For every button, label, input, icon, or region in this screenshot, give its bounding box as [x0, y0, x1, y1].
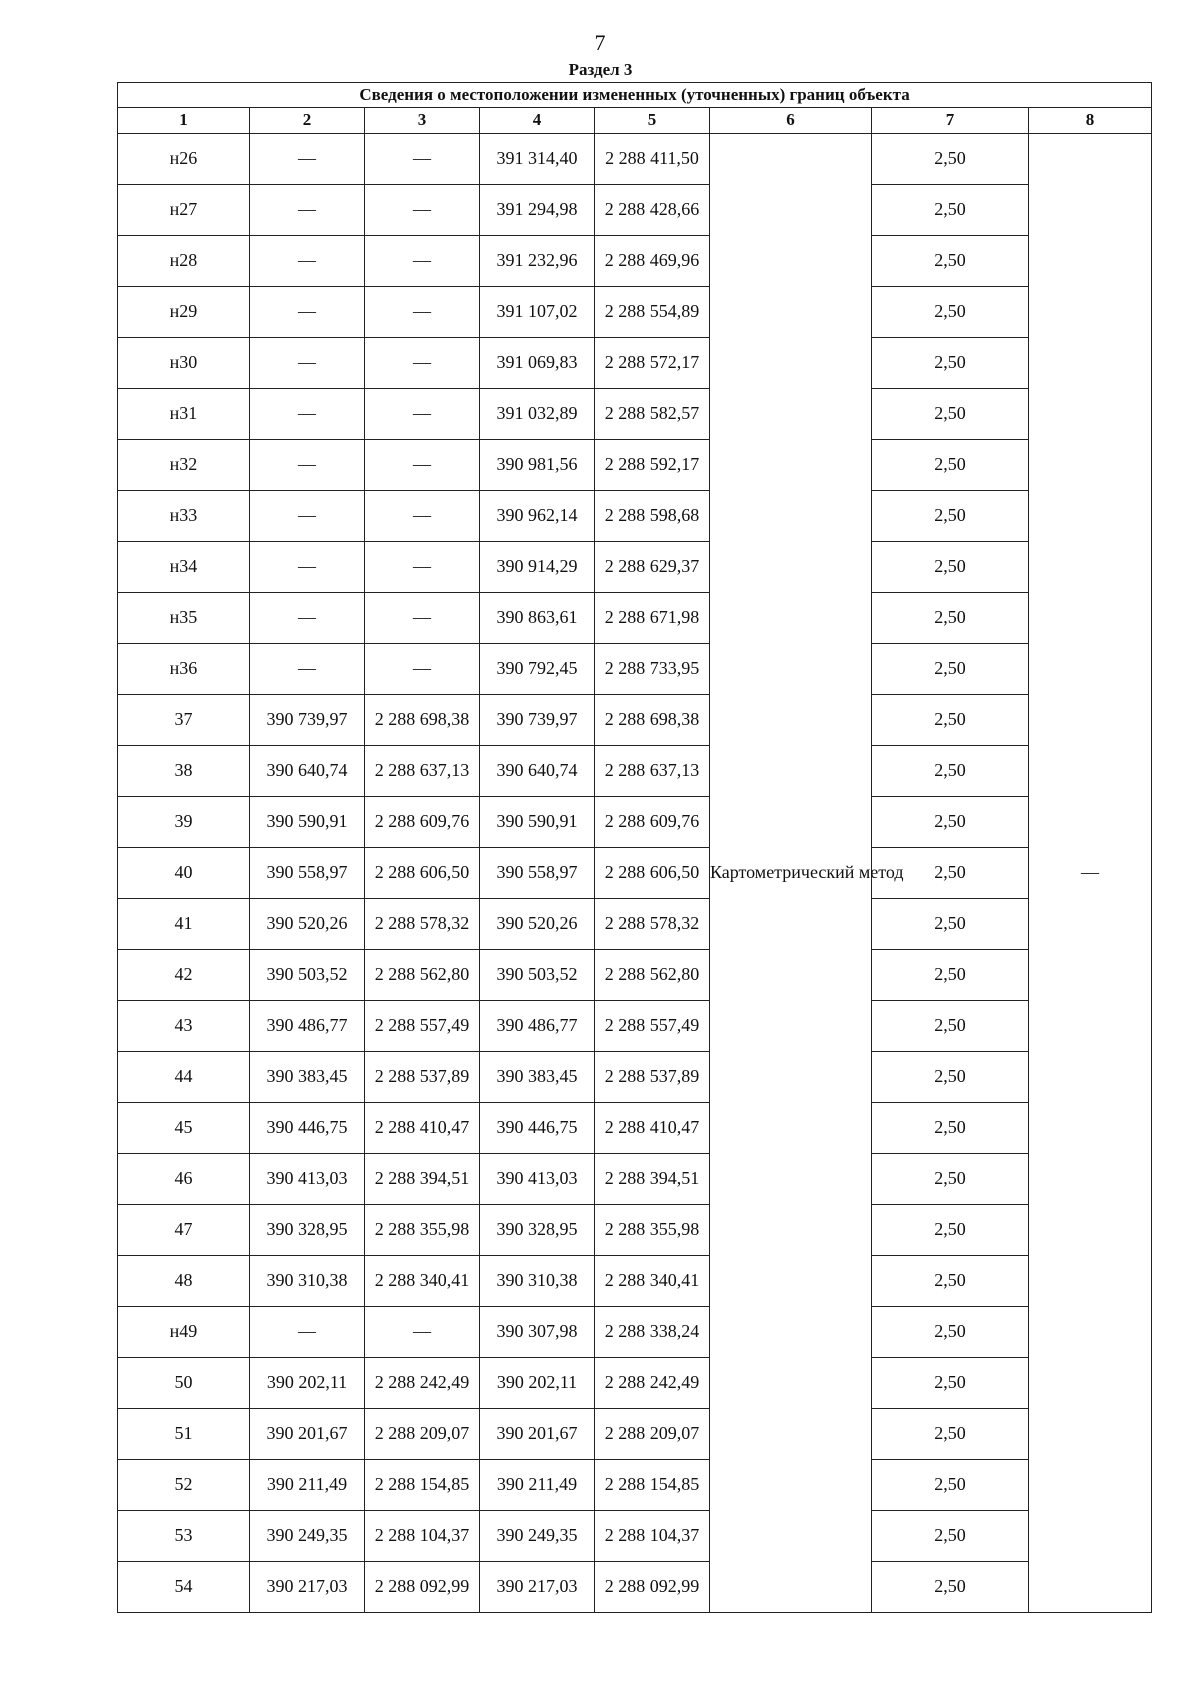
- table-row: [118, 287, 1152, 338]
- point-number-cell: 52: [118, 1460, 250, 1511]
- old-y-cell: 2 288 537,89: [365, 1052, 480, 1103]
- table-row: [118, 440, 1152, 491]
- description-cell: —: [1029, 134, 1152, 1613]
- new-x-cell: 391 294,98: [480, 185, 595, 236]
- point-number-cell: н32: [118, 440, 250, 491]
- column-number: 2: [250, 108, 365, 134]
- point-number-cell: 37: [118, 695, 250, 746]
- old-y-cell: —: [365, 1307, 480, 1358]
- new-x-cell: 390 863,61: [480, 593, 595, 644]
- table-row: [118, 491, 1152, 542]
- old-x-cell: 390 328,95: [250, 1205, 365, 1256]
- old-y-cell: —: [365, 491, 480, 542]
- old-y-cell: 2 288 209,07: [365, 1409, 480, 1460]
- old-x-cell: 390 486,77: [250, 1001, 365, 1052]
- old-x-cell: 390 520,26: [250, 899, 365, 950]
- new-x-cell: 390 640,74: [480, 746, 595, 797]
- accuracy-cell: 2,50: [872, 593, 1029, 644]
- column-number: 7: [872, 108, 1029, 134]
- new-y-cell: 2 288 578,32: [595, 899, 710, 950]
- old-y-cell: 2 288 092,99: [365, 1562, 480, 1613]
- new-y-cell: 2 288 582,57: [595, 389, 710, 440]
- new-y-cell: 2 288 154,85: [595, 1460, 710, 1511]
- accuracy-cell: 2,50: [872, 1052, 1029, 1103]
- old-x-cell: —: [250, 1307, 365, 1358]
- column-number: 1: [118, 108, 250, 134]
- table-row: [118, 848, 1152, 899]
- old-y-cell: 2 288 394,51: [365, 1154, 480, 1205]
- new-y-cell: 2 288 469,96: [595, 236, 710, 287]
- point-number-cell: 47: [118, 1205, 250, 1256]
- old-x-cell: 390 739,97: [250, 695, 365, 746]
- accuracy-cell: 2,50: [872, 1562, 1029, 1613]
- accuracy-cell: 2,50: [872, 848, 1029, 899]
- old-y-cell: —: [365, 236, 480, 287]
- new-y-cell: 2 288 554,89: [595, 287, 710, 338]
- old-x-cell: 390 640,74: [250, 746, 365, 797]
- old-y-cell: 2 288 410,47: [365, 1103, 480, 1154]
- new-y-cell: 2 288 562,80: [595, 950, 710, 1001]
- point-number-cell: н27: [118, 185, 250, 236]
- table-row: [118, 899, 1152, 950]
- old-x-cell: 390 446,75: [250, 1103, 365, 1154]
- point-number-cell: 54: [118, 1562, 250, 1613]
- accuracy-cell: 2,50: [872, 1103, 1029, 1154]
- new-x-cell: 390 211,49: [480, 1460, 595, 1511]
- old-y-cell: 2 288 340,41: [365, 1256, 480, 1307]
- old-y-cell: —: [365, 440, 480, 491]
- point-number-cell: 44: [118, 1052, 250, 1103]
- point-number-cell: н36: [118, 644, 250, 695]
- old-y-cell: 2 288 104,37: [365, 1511, 480, 1562]
- old-x-cell: —: [250, 491, 365, 542]
- new-y-cell: 2 288 609,76: [595, 797, 710, 848]
- accuracy-cell: 2,50: [872, 1001, 1029, 1052]
- point-number-cell: 50: [118, 1358, 250, 1409]
- column-number: 8: [1029, 108, 1152, 134]
- new-y-cell: 2 288 428,66: [595, 185, 710, 236]
- point-number-cell: 39: [118, 797, 250, 848]
- accuracy-cell: 2,50: [872, 695, 1029, 746]
- old-x-cell: 390 201,67: [250, 1409, 365, 1460]
- point-number-cell: 46: [118, 1154, 250, 1205]
- old-y-cell: 2 288 562,80: [365, 950, 480, 1001]
- accuracy-cell: 2,50: [872, 746, 1029, 797]
- table-row: [118, 1460, 1152, 1511]
- table-row: [118, 134, 1152, 185]
- old-x-cell: 390 413,03: [250, 1154, 365, 1205]
- new-x-cell: 391 107,02: [480, 287, 595, 338]
- column-number-row: [118, 108, 1152, 134]
- new-x-cell: 390 217,03: [480, 1562, 595, 1613]
- new-y-cell: 2 288 340,41: [595, 1256, 710, 1307]
- old-y-cell: —: [365, 593, 480, 644]
- table-caption: Сведения о местоположении измененных (уточненных) границ объекта: [118, 83, 1152, 108]
- accuracy-cell: 2,50: [872, 389, 1029, 440]
- old-x-cell: 390 383,45: [250, 1052, 365, 1103]
- point-number-cell: 38: [118, 746, 250, 797]
- old-x-cell: —: [250, 593, 365, 644]
- old-x-cell: —: [250, 389, 365, 440]
- new-x-cell: 390 202,11: [480, 1358, 595, 1409]
- new-x-cell: 390 328,95: [480, 1205, 595, 1256]
- old-x-cell: —: [250, 644, 365, 695]
- table-row: [118, 695, 1152, 746]
- table-row: [118, 1001, 1152, 1052]
- table-row: [118, 236, 1152, 287]
- old-y-cell: 2 288 609,76: [365, 797, 480, 848]
- point-number-cell: 45: [118, 1103, 250, 1154]
- new-y-cell: 2 288 411,50: [595, 134, 710, 185]
- old-y-cell: —: [365, 542, 480, 593]
- table-row: [118, 1103, 1152, 1154]
- table-row: [118, 1205, 1152, 1256]
- point-number-cell: 43: [118, 1001, 250, 1052]
- table-row: [118, 1256, 1152, 1307]
- point-number-cell: 51: [118, 1409, 250, 1460]
- new-x-cell: 390 201,67: [480, 1409, 595, 1460]
- old-x-cell: —: [250, 338, 365, 389]
- accuracy-cell: 2,50: [872, 134, 1029, 185]
- new-y-cell: 2 288 557,49: [595, 1001, 710, 1052]
- accuracy-cell: 2,50: [872, 950, 1029, 1001]
- point-number-cell: н29: [118, 287, 250, 338]
- point-number-cell: 40: [118, 848, 250, 899]
- old-y-cell: 2 288 606,50: [365, 848, 480, 899]
- new-y-cell: 2 288 410,47: [595, 1103, 710, 1154]
- new-y-cell: 2 288 671,98: [595, 593, 710, 644]
- table-row: [118, 1562, 1152, 1613]
- point-number-cell: 41: [118, 899, 250, 950]
- accuracy-cell: 2,50: [872, 1358, 1029, 1409]
- new-x-cell: 390 590,91: [480, 797, 595, 848]
- old-x-cell: 390 217,03: [250, 1562, 365, 1613]
- old-y-cell: 2 288 698,38: [365, 695, 480, 746]
- table-row: [118, 185, 1152, 236]
- new-x-cell: 390 383,45: [480, 1052, 595, 1103]
- old-x-cell: 390 558,97: [250, 848, 365, 899]
- table-row: [118, 1307, 1152, 1358]
- old-y-cell: —: [365, 338, 480, 389]
- new-y-cell: 2 288 104,37: [595, 1511, 710, 1562]
- table-row: [118, 1511, 1152, 1562]
- column-number: 3: [365, 108, 480, 134]
- old-x-cell: 390 590,91: [250, 797, 365, 848]
- accuracy-cell: 2,50: [872, 1205, 1029, 1256]
- accuracy-cell: 2,50: [872, 797, 1029, 848]
- point-number-cell: н26: [118, 134, 250, 185]
- new-x-cell: 390 503,52: [480, 950, 595, 1001]
- accuracy-cell: 2,50: [872, 1307, 1029, 1358]
- table-row: [118, 389, 1152, 440]
- old-x-cell: —: [250, 236, 365, 287]
- old-y-cell: —: [365, 389, 480, 440]
- point-number-cell: 48: [118, 1256, 250, 1307]
- accuracy-cell: 2,50: [872, 287, 1029, 338]
- new-y-cell: 2 288 606,50: [595, 848, 710, 899]
- old-y-cell: —: [365, 185, 480, 236]
- table-row: [118, 593, 1152, 644]
- old-y-cell: —: [365, 134, 480, 185]
- old-y-cell: —: [365, 287, 480, 338]
- column-number: 5: [595, 108, 710, 134]
- accuracy-cell: 2,50: [872, 1256, 1029, 1307]
- new-x-cell: 390 413,03: [480, 1154, 595, 1205]
- old-y-cell: 2 288 557,49: [365, 1001, 480, 1052]
- accuracy-cell: 2,50: [872, 338, 1029, 389]
- new-x-cell: 390 486,77: [480, 1001, 595, 1052]
- new-y-cell: 2 288 209,07: [595, 1409, 710, 1460]
- new-x-cell: 390 792,45: [480, 644, 595, 695]
- old-x-cell: —: [250, 542, 365, 593]
- new-y-cell: 2 288 698,38: [595, 695, 710, 746]
- method-cell: Картометрический метод: [710, 134, 872, 1613]
- point-number-cell: н33: [118, 491, 250, 542]
- new-y-cell: 2 288 733,95: [595, 644, 710, 695]
- old-y-cell: 2 288 154,85: [365, 1460, 480, 1511]
- point-number-cell: н35: [118, 593, 250, 644]
- new-x-cell: 391 032,89: [480, 389, 595, 440]
- new-x-cell: 390 520,26: [480, 899, 595, 950]
- point-number-cell: н28: [118, 236, 250, 287]
- point-number-cell: н31: [118, 389, 250, 440]
- old-y-cell: 2 288 578,32: [365, 899, 480, 950]
- point-number-cell: н30: [118, 338, 250, 389]
- old-y-cell: 2 288 355,98: [365, 1205, 480, 1256]
- table-row: [118, 644, 1152, 695]
- new-y-cell: 2 288 592,17: [595, 440, 710, 491]
- old-x-cell: 390 202,11: [250, 1358, 365, 1409]
- new-y-cell: 2 288 598,68: [595, 491, 710, 542]
- accuracy-cell: 2,50: [872, 440, 1029, 491]
- old-x-cell: 390 310,38: [250, 1256, 365, 1307]
- new-y-cell: 2 288 092,99: [595, 1562, 710, 1613]
- table-row: [118, 746, 1152, 797]
- new-y-cell: 2 288 629,37: [595, 542, 710, 593]
- table-row: [118, 1052, 1152, 1103]
- accuracy-cell: 2,50: [872, 1460, 1029, 1511]
- old-x-cell: 390 503,52: [250, 950, 365, 1001]
- old-x-cell: —: [250, 134, 365, 185]
- new-y-cell: 2 288 394,51: [595, 1154, 710, 1205]
- section-title: Раздел 3: [568, 60, 633, 79]
- table-row: [118, 1358, 1152, 1409]
- accuracy-cell: 2,50: [872, 899, 1029, 950]
- new-x-cell: 390 962,14: [480, 491, 595, 542]
- table-row: [118, 1409, 1152, 1460]
- accuracy-cell: 2,50: [872, 542, 1029, 593]
- old-y-cell: 2 288 637,13: [365, 746, 480, 797]
- old-x-cell: —: [250, 287, 365, 338]
- new-x-cell: 391 069,83: [480, 338, 595, 389]
- new-x-cell: 390 249,35: [480, 1511, 595, 1562]
- new-x-cell: 390 739,97: [480, 695, 595, 746]
- new-y-cell: 2 288 355,98: [595, 1205, 710, 1256]
- old-x-cell: 390 249,35: [250, 1511, 365, 1562]
- point-number-cell: н34: [118, 542, 250, 593]
- new-x-cell: 391 232,96: [480, 236, 595, 287]
- accuracy-cell: 2,50: [872, 1511, 1029, 1562]
- new-y-cell: 2 288 572,17: [595, 338, 710, 389]
- table-row: [118, 797, 1152, 848]
- accuracy-cell: 2,50: [872, 491, 1029, 542]
- accuracy-cell: 2,50: [872, 236, 1029, 287]
- old-y-cell: —: [365, 644, 480, 695]
- column-number: 6: [710, 108, 872, 134]
- new-y-cell: 2 288 537,89: [595, 1052, 710, 1103]
- new-y-cell: 2 288 338,24: [595, 1307, 710, 1358]
- accuracy-cell: 2,50: [872, 644, 1029, 695]
- new-y-cell: 2 288 242,49: [595, 1358, 710, 1409]
- new-x-cell: 390 310,38: [480, 1256, 595, 1307]
- old-y-cell: 2 288 242,49: [365, 1358, 480, 1409]
- point-number-cell: 53: [118, 1511, 250, 1562]
- old-x-cell: —: [250, 185, 365, 236]
- new-x-cell: 391 314,40: [480, 134, 595, 185]
- boundary-table: [117, 82, 1152, 1613]
- new-y-cell: 2 288 637,13: [595, 746, 710, 797]
- point-number-cell: н49: [118, 1307, 250, 1358]
- accuracy-cell: 2,50: [872, 1154, 1029, 1205]
- accuracy-cell: 2,50: [872, 185, 1029, 236]
- new-x-cell: 390 981,56: [480, 440, 595, 491]
- accuracy-cell: 2,50: [872, 1409, 1029, 1460]
- column-number: 4: [480, 108, 595, 134]
- page-number: 7: [594, 30, 606, 55]
- table-row: [118, 950, 1152, 1001]
- new-x-cell: 390 446,75: [480, 1103, 595, 1154]
- old-x-cell: 390 211,49: [250, 1460, 365, 1511]
- new-x-cell: 390 558,97: [480, 848, 595, 899]
- new-x-cell: 390 914,29: [480, 542, 595, 593]
- table-row: [118, 542, 1152, 593]
- old-x-cell: —: [250, 440, 365, 491]
- table-row: [118, 338, 1152, 389]
- point-number-cell: 42: [118, 950, 250, 1001]
- new-x-cell: 390 307,98: [480, 1307, 595, 1358]
- table-row: [118, 1154, 1152, 1205]
